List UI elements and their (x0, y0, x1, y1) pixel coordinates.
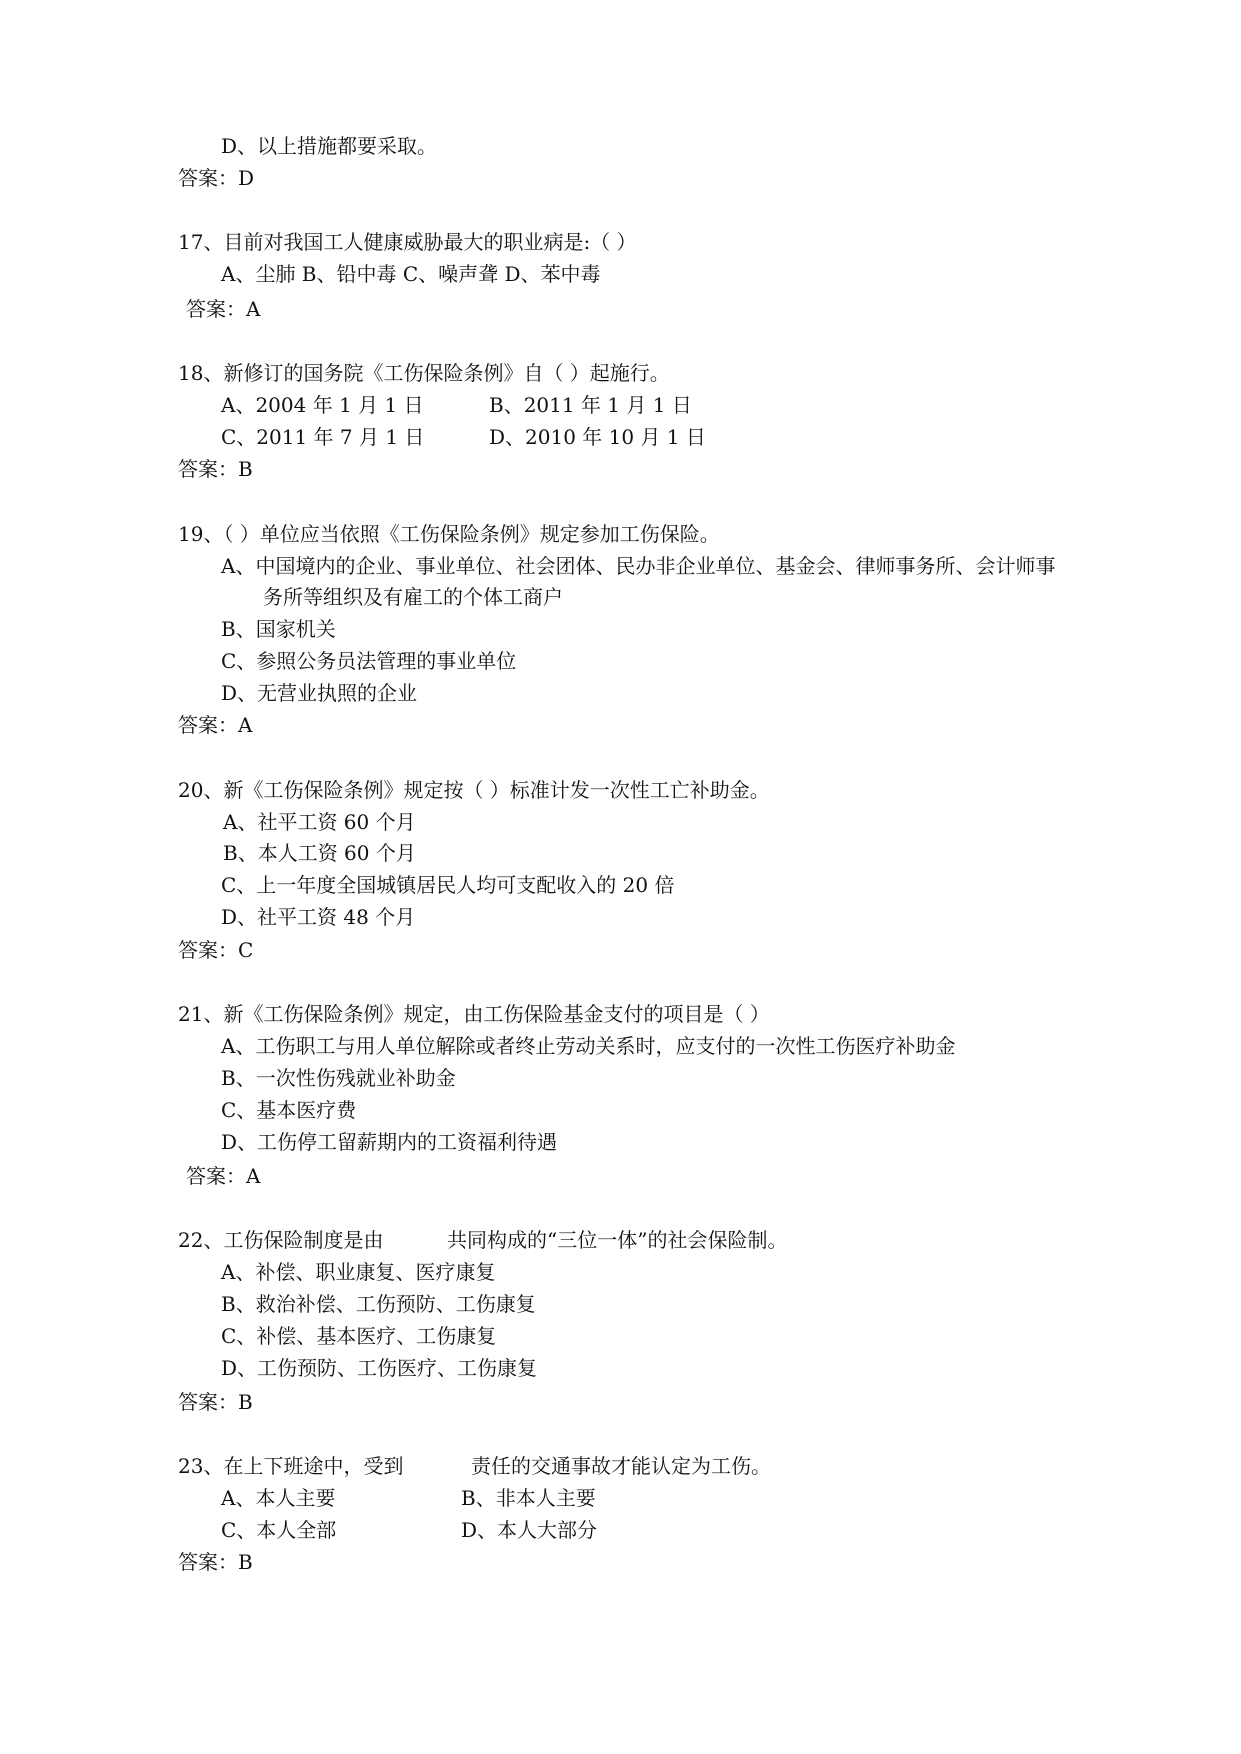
q19-stem: 19、（ ）单位应当依照《工伤保险条例》规定参加工伤保险。 (178, 522, 720, 546)
q18-option-c: C、2011 年 7 月 1 日 (221, 425, 425, 449)
q20-option-d: D、社平工资 48 个月 (221, 905, 416, 929)
q20-option-b: B、本人工资 60 个月 (223, 841, 416, 865)
q21-stem: 21、新《工伤保险条例》规定，由工伤保险基金支付的项目是（ ） (178, 1002, 770, 1026)
q21-option-a: A、工伤职工与用人单位解除或者终止劳动关系时，应支付的一次性工伤医疗补助金 (221, 1034, 956, 1058)
q17-options: A、尘肺 B、铅中毒 C、噪声聋 D、苯中毒 (221, 262, 601, 286)
q23-option-b: B、非本人主要 (461, 1486, 596, 1510)
q21-answer: 答案：A (186, 1164, 261, 1188)
q19-answer: 答案：A (178, 713, 253, 737)
q19-option-a-line2: 务所等组织及有雇工的个体工商户 (263, 585, 563, 609)
q23-stem-part1: 23、在上下班途中，受到 (178, 1454, 404, 1478)
q18-answer: 答案：B (178, 457, 253, 481)
q22-option-d: D、工伤预防、工伤医疗、工伤康复 (221, 1356, 538, 1380)
q20-option-c: C、上一年度全国城镇居民人均可支配收入的 20 倍 (221, 873, 675, 897)
q23-option-a: A、本人主要 (221, 1486, 336, 1510)
q19-option-a-line1: A、中国境内的企业、事业单位、社会团体、民办非企业单位、基金会、律师事务所、会计师事 (221, 554, 1056, 578)
q18-stem: 18、新修订的国务院《工伤保险条例》自（ ）起施行。 (178, 361, 670, 385)
q20-stem: 20、新《工伤保险条例》规定按（ ）标准计发一次性工亡补助金。 (178, 778, 770, 802)
q23-option-d: D、本人大部分 (461, 1518, 598, 1542)
q18-option-b: B、2011 年 1 月 1 日 (489, 393, 692, 417)
q19-option-d: D、无营业执照的企业 (221, 681, 418, 705)
q18-option-d: D、2010 年 10 月 1 日 (489, 425, 706, 449)
q16-option-d: D、以上措施都要采取。 (221, 134, 438, 158)
q19-option-c: C、参照公务员法管理的事业单位 (221, 649, 517, 673)
q22-stem-part1: 22、工伤保险制度是由 (178, 1228, 384, 1252)
q23-stem-part2: 责任的交通事故才能认定为工伤。 (471, 1454, 771, 1478)
q22-option-a: A、补偿、职业康复、医疗康复 (221, 1260, 496, 1284)
q23-option-c: C、本人全部 (221, 1518, 337, 1542)
q20-answer: 答案：C (178, 938, 254, 962)
q18-option-a: A、2004 年 1 月 1 日 (221, 393, 424, 417)
q17-stem: 17、目前对我国工人健康威胁最大的职业病是:（ ） (178, 230, 637, 254)
q22-option-c: C、补偿、基本医疗、工伤康复 (221, 1324, 497, 1348)
q23-answer: 答案：B (178, 1550, 253, 1574)
q22-answer: 答案：B (178, 1390, 253, 1414)
q21-option-d: D、工伤停工留薪期内的工资福利待遇 (221, 1130, 558, 1154)
q20-option-a: A、社平工资 60 个月 (223, 810, 416, 834)
q22-stem-part2: 共同构成的“三位一体”的社会保险制。 (447, 1228, 788, 1252)
q22-option-b: B、救治补偿、工伤预防、工伤康复 (221, 1292, 536, 1316)
q21-option-c: C、基本医疗费 (221, 1098, 357, 1122)
q16-answer: 答案：D (178, 166, 255, 190)
q21-option-b: B、一次性伤残就业补助金 (221, 1066, 456, 1090)
q19-option-b: B、国家机关 (221, 617, 336, 641)
q17-answer: 答案：A (186, 297, 261, 321)
